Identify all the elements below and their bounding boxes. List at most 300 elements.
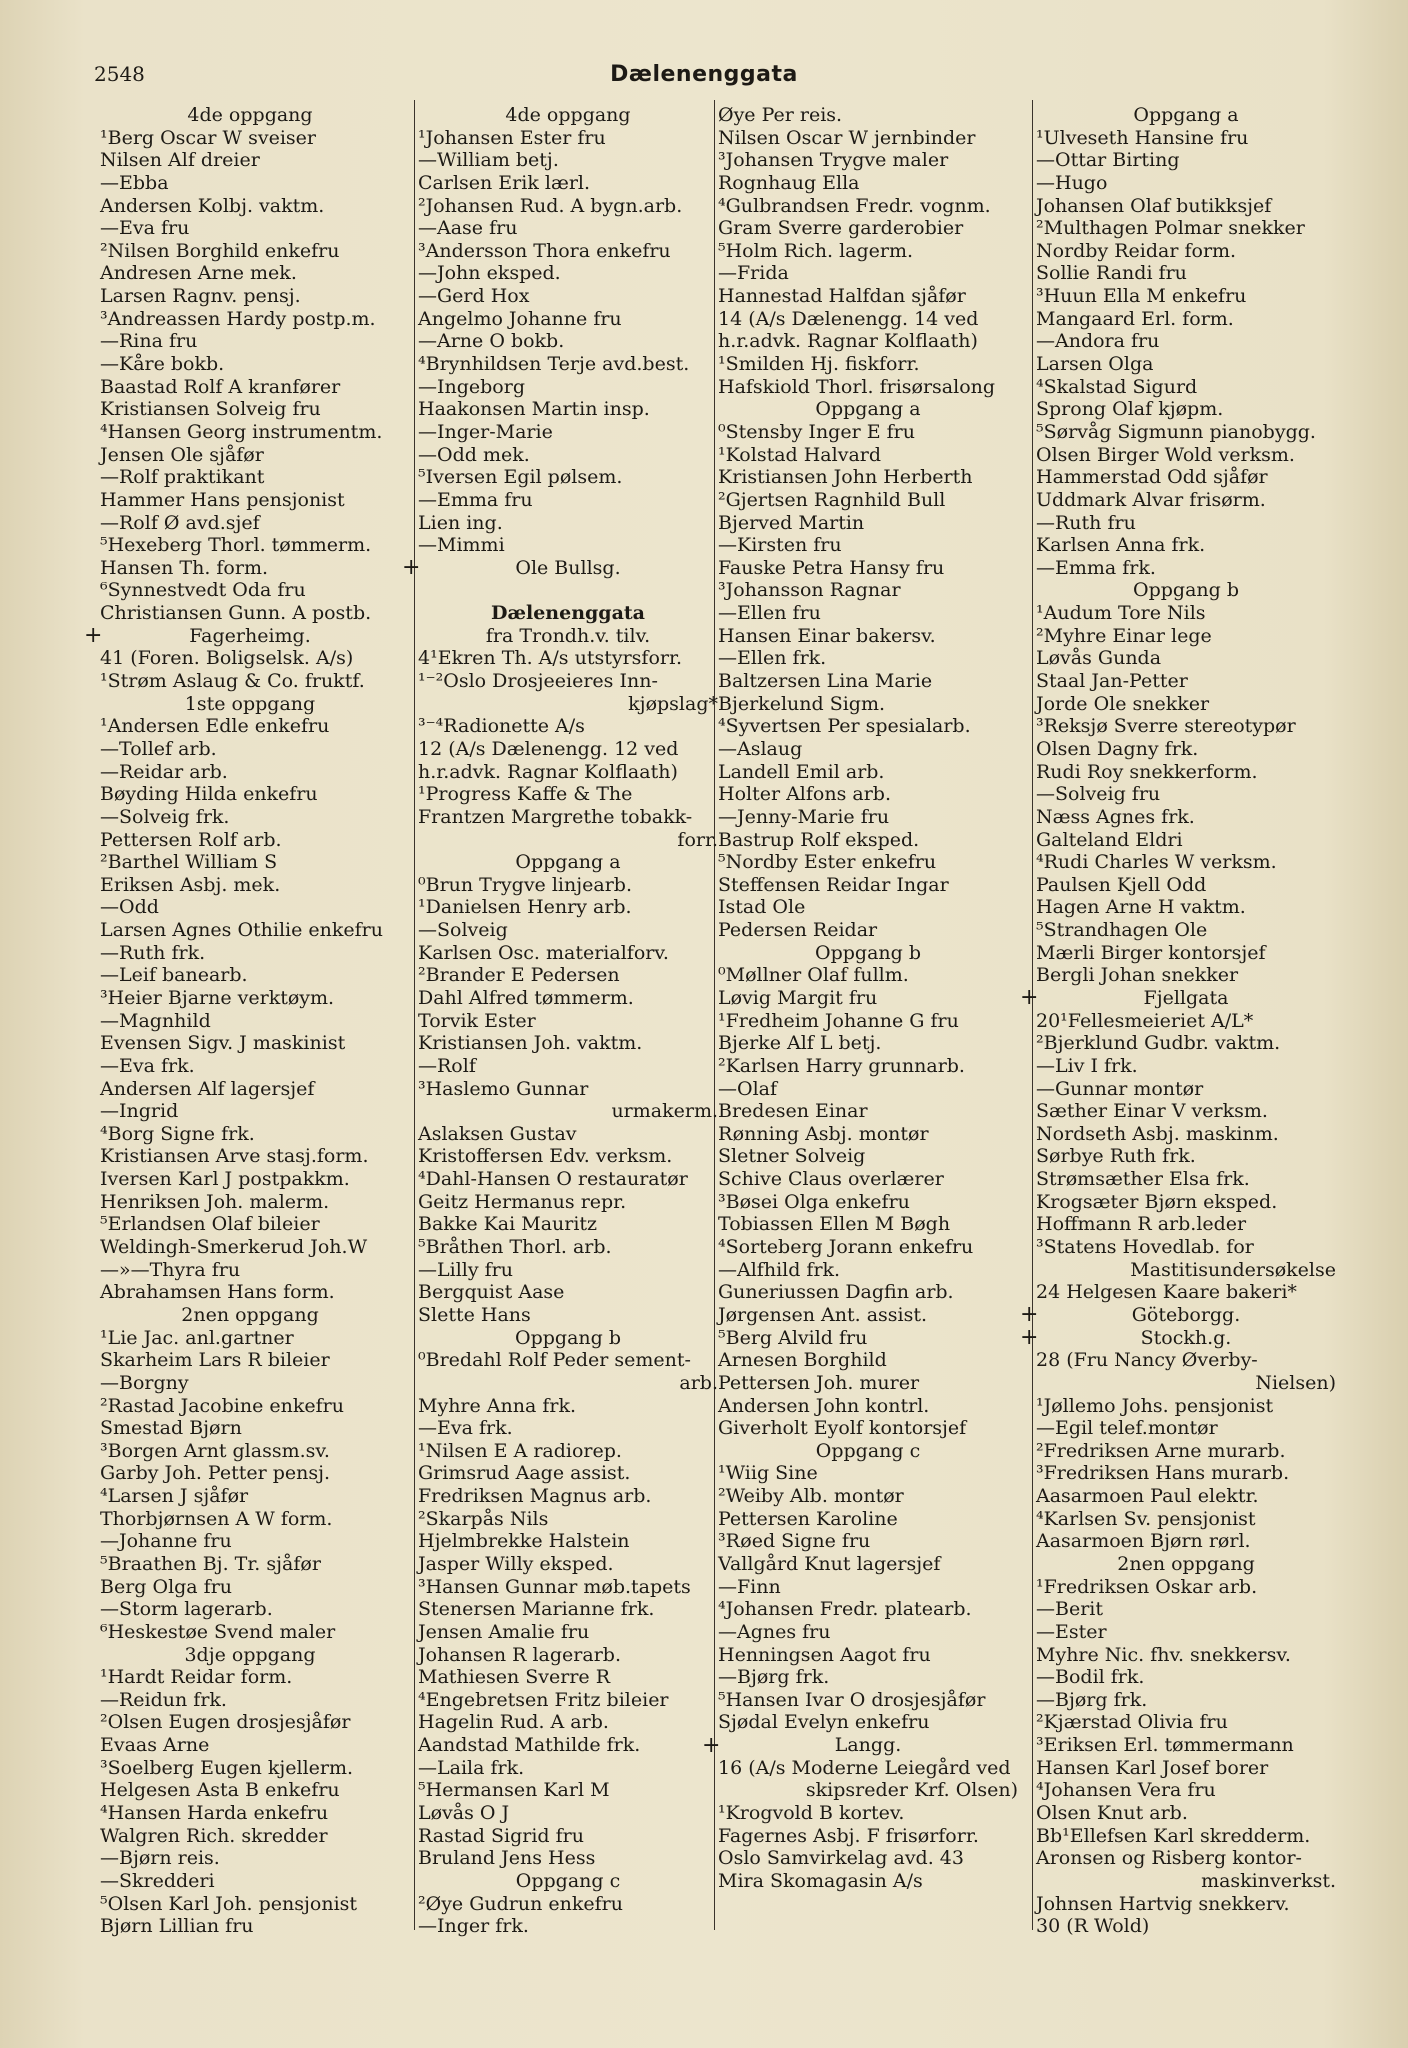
cross-street-marker-icon: +	[84, 622, 103, 648]
directory-entry: Bjerke Alf L betj.	[718, 1032, 882, 1055]
directory-entry: —Gerd Hox	[418, 285, 530, 308]
directory-entry: —Aase fru	[418, 217, 518, 240]
directory-entry: Geitz Hermanus repr.	[418, 1190, 627, 1213]
page-number: 2548	[94, 62, 145, 86]
directory-entry: ³Andersson Thora enkefru	[418, 239, 671, 262]
directory-entry: ²Nilsen Borghild enkefru	[100, 239, 340, 262]
directory-entry: urmakerm.	[611, 1100, 718, 1123]
directory-entry: Bruland Jens Hess	[418, 1847, 596, 1870]
directory-entry: Slette Hans	[418, 1303, 531, 1326]
directory-entry: ¹Kolstad Halvard	[718, 443, 882, 466]
directory-entry: —Eva frk.	[418, 1417, 513, 1440]
directory-entry: —Ruth fru	[1036, 511, 1136, 534]
directory-entry: Larsen Agnes Othilie enkefru	[100, 919, 384, 942]
directory-entry: ⁴Borg Signe frk.	[100, 1122, 255, 1145]
directory-entry: —Bjørg frk.	[718, 1666, 830, 1689]
directory-entry: Hoffmann R arb.leder	[1036, 1213, 1247, 1236]
directory-entry: Sæther Einar V verksm.	[1036, 1100, 1268, 1123]
directory-entry: fra Trondh.v. tilv.	[485, 624, 651, 647]
directory-entry: ³Fredriksen Hans murarb.	[1036, 1462, 1290, 1485]
directory-entry: ⁴Hansen Georg instrumentm.	[100, 420, 383, 443]
directory-entry: Hansen Karl Josef borer	[1036, 1756, 1269, 1779]
directory-entry: Evaas Arne	[100, 1734, 210, 1757]
directory-entry: maskinverkst.	[1201, 1869, 1336, 1892]
directory-entry: ³Eriksen Erl. tømmermann	[1036, 1734, 1294, 1757]
directory-entry: Jørgensen Ant. assist.	[718, 1303, 928, 1326]
directory-entry: Fjellgata	[1143, 986, 1229, 1009]
directory-entry: —Emma fru	[418, 488, 533, 511]
page-header-street: Dælenenggata	[610, 62, 798, 87]
directory-entry: Nielsen)	[1255, 1371, 1336, 1394]
directory-entry: ⁴Brynhildsen Terje avd.best.	[418, 353, 690, 376]
directory-entry: ³Borgen Arnt glassm.sv.	[100, 1439, 330, 1462]
directory-entry: Oppgang c	[815, 1439, 921, 1462]
directory-entry: Uddmark Alvar frisørm.	[1036, 488, 1266, 511]
directory-entry: ³Hansen Gunnar møb.tapets	[418, 1575, 691, 1598]
directory-entry: Mangaard Erl. form.	[1036, 307, 1234, 330]
directory-entry: Andresen Arne mek.	[100, 262, 297, 285]
directory-entry: Aandstad Mathilde frk.	[418, 1734, 641, 1757]
directory-entry: Strømsæther Elsa frk.	[1036, 1168, 1250, 1191]
directory-entry: —Frida	[718, 262, 789, 285]
directory-entry: Galteland Eldri	[1036, 828, 1183, 851]
directory-entry: Holter Alfons arb.	[718, 783, 891, 806]
directory-entry: 4de oppgang	[505, 104, 631, 126]
directory-entry: —Arne O bokb.	[418, 330, 565, 353]
directory-entry: Aronsen og Risberg kontor-	[1036, 1847, 1302, 1870]
directory-entry: —Ebba	[100, 171, 169, 194]
directory-entry: Oppgang a	[815, 398, 921, 421]
directory-entry: Vallgård Knut lagersjef	[718, 1553, 941, 1575]
directory-entry: Kristoffersen Edv. verksm.	[418, 1145, 673, 1168]
directory-entry: Andersen John kontrl.	[718, 1394, 930, 1417]
directory-entry: Larsen Olga	[1036, 353, 1154, 376]
directory-entry: ²Multhagen Polmar snekker	[1036, 217, 1305, 240]
directory-entry: ²Myhre Einar lege	[1036, 624, 1212, 647]
directory-entry: Berg Olga fru	[100, 1575, 233, 1598]
directory-entry: ⁴Karlsen Sv. pensjonist	[1036, 1507, 1256, 1530]
directory-entry: ³Reksjø Sverre stereotypør	[1036, 715, 1296, 738]
directory-entry: ³Heier Bjarne verktøym.	[100, 986, 335, 1009]
directory-entry: —Bodil frk.	[1036, 1666, 1145, 1689]
directory-entry: 30 (R Wold)	[1036, 1915, 1150, 1938]
directory-entry: Carlsen Erik lærl.	[418, 171, 591, 194]
directory-entry: —Hugo	[1036, 171, 1108, 194]
directory-entry: 41 (Foren. Boligselsk. A/s)	[100, 647, 354, 670]
directory-entry: Johansen Olaf butikksjef	[1036, 194, 1272, 217]
directory-entry: Mathiesen Sverre R	[418, 1666, 610, 1689]
directory-entry: Hansen Th. form.	[100, 556, 269, 579]
directory-entry: Garby Joh. Petter pensj.	[100, 1462, 331, 1485]
directory-entry: —Rolf	[418, 1054, 476, 1077]
directory-entry: 12 (A/s Dælenengg. 12 ved	[418, 737, 679, 760]
directory-entry: 4de oppgang	[187, 104, 313, 126]
directory-entry: Oppgang c	[515, 1869, 621, 1892]
directory-entry: Næss Agnes frk.	[1036, 805, 1195, 828]
directory-entry: —Bjørn reis.	[100, 1847, 220, 1870]
directory-entry: Mira Skomagasin A/s	[718, 1869, 923, 1892]
directory-entry: Rastad Sigrid fru	[418, 1824, 584, 1847]
directory-entry: Stockh.g.	[1140, 1326, 1232, 1349]
directory-entry: Paulsen Kjell Odd	[1036, 873, 1207, 896]
directory-entry: —Mimmi	[418, 534, 505, 557]
directory-entry: Frantzen Margrethe tobakk-	[418, 805, 693, 828]
directory-entry: ⁵Braathen Bj. Tr. sjåfør	[100, 1553, 321, 1575]
directory-entry: Aasarmoen Bjørn rørl.	[1036, 1530, 1251, 1553]
directory-entry: Arnesen Borghild	[718, 1349, 887, 1372]
directory-entry: ¹⁻²Oslo Drosjeeieres Inn-	[418, 670, 658, 693]
directory-entry: —Berit	[1036, 1598, 1104, 1621]
directory-entry: ¹Smilden Hj. fiskforr.	[718, 353, 920, 376]
directory-entry: Sprong Olaf kjøpm.	[1036, 398, 1224, 421]
cross-street-marker-icon: +	[1020, 985, 1039, 1011]
directory-entry: ⁴Larsen J sjåfør	[100, 1485, 249, 1508]
directory-entry: —Lilly fru	[418, 1258, 513, 1281]
directory-entry: ³Johansson Ragnar	[718, 579, 901, 602]
directory-entry: Oppgang b	[815, 941, 921, 964]
directory-entry: ²Øye Gudrun enkefru	[418, 1892, 623, 1915]
directory-entry: Rognhaug Ella	[718, 171, 860, 194]
directory-entry: Andersen Kolbj. vaktm.	[100, 194, 325, 217]
directory-entry: 2nen oppgang	[181, 1303, 319, 1326]
directory-entry: Sollie Randi fru	[1036, 262, 1187, 285]
directory-entry: 2nen oppgang	[1117, 1553, 1255, 1575]
directory-entry: —Ellen fru	[718, 602, 821, 625]
directory-entry: 4¹Ekren Th. A/s utstyrsforr.	[418, 647, 683, 670]
directory-entry: ¹Audum Tore Nils	[1036, 602, 1206, 625]
directory-entry: ²Brander E Pedersen	[418, 964, 620, 987]
directory-entry: Hagelin Rud. A arb.	[418, 1711, 609, 1734]
directory-entry: Eriksen Asbj. mek.	[100, 873, 281, 896]
cross-street-marker-icon: +	[1020, 1302, 1039, 1328]
directory-entry: —Kirsten fru	[718, 534, 842, 557]
directory-entry: Oppgang b	[1133, 579, 1239, 602]
directory-entry: ⁵Holm Rich. lagerm.	[718, 239, 914, 262]
column-divider	[414, 100, 415, 1930]
directory-column-1	[84, 104, 400, 1944]
directory-entry: —Rolf praktikant	[100, 466, 265, 489]
directory-entry: ³Haslemo Gunnar	[418, 1077, 589, 1100]
directory-entry: ⁵Hansen Ivar O drosjesjåfør	[718, 1688, 986, 1711]
directory-entry: Krogsæter Bjørn eksped.	[1036, 1190, 1278, 1213]
directory-entry: —Bjørg frk.	[1036, 1688, 1148, 1711]
directory-entry: Fredriksen Magnus arb.	[418, 1485, 652, 1508]
directory-entry: —John eksped.	[418, 262, 561, 285]
directory-entry: —Kåre bokb.	[100, 353, 225, 376]
directory-entry: —Jenny-Marie fru	[718, 805, 890, 828]
directory-entry: Skarheim Lars R bileier	[100, 1349, 330, 1372]
directory-entry: Smestad Bjørn	[100, 1417, 242, 1440]
directory-entry: ⁵Hexeberg Thorl. tømmerm.	[100, 534, 372, 557]
directory-entry: —William betj.	[418, 149, 559, 172]
directory-entry: —Agnes fru	[718, 1620, 831, 1643]
directory-entry: —Ester	[1036, 1620, 1107, 1643]
directory-entry: ⁰Brun Trygve linjearb.	[418, 873, 632, 896]
directory-entry: ⁰Stensby Inger E fru	[718, 420, 915, 443]
directory-entry: kjøpslag*	[628, 692, 718, 715]
directory-entry: Løvås O J	[418, 1802, 510, 1825]
directory-entry: 14 (A/s Dælenengg. 14 ved	[718, 307, 979, 330]
directory-entry: ³Bøsei Olga enkefru	[718, 1190, 910, 1213]
directory-entry: Langg.	[834, 1734, 902, 1757]
directory-entry: ⁰Bredahl Rolf Peder sement-	[418, 1349, 691, 1372]
directory-entry: Baastad Rolf A kranfører	[100, 375, 341, 398]
directory-entry: —Laila frk.	[418, 1756, 525, 1779]
directory-entry: —Skredderi	[100, 1869, 215, 1892]
directory-entry: —Storm lagerarb.	[100, 1598, 273, 1621]
directory-entry: Stenersen Marianne frk.	[418, 1598, 655, 1621]
directory-entry: Dahl Alfred tømmerm.	[418, 986, 634, 1009]
directory-entry: Christiansen Gunn. A postb.	[100, 602, 372, 625]
directory-entry: Kristiansen Solveig fru	[100, 398, 321, 421]
directory-entry: Angelmo Johanne fru	[418, 307, 622, 330]
directory-entry: —Inger-Marie	[418, 420, 553, 443]
directory-entry: ¹Wiig Sine	[718, 1462, 818, 1485]
directory-entry: Rønning Asbj. montør	[718, 1122, 929, 1145]
directory-entry: Pettersen Joh. murer	[718, 1371, 920, 1394]
directory-entry: Olsen Dagny frk.	[1036, 737, 1199, 760]
directory-entry: Nordby Reidar form.	[1036, 239, 1237, 262]
directory-entry: Hjelmbrekke Halstein	[418, 1530, 630, 1553]
directory-entry: Steffensen Reidar Ingar	[718, 873, 949, 896]
directory-entry: Istad Ole	[718, 896, 806, 919]
directory-entry: ³Soelberg Eugen kjellerm.	[100, 1756, 354, 1779]
directory-entry: Fauske Petra Hansy fru	[718, 556, 945, 579]
directory-entry: Ole Bullsg.	[515, 556, 621, 579]
directory-entry: Bredesen Einar	[718, 1100, 868, 1123]
directory-entry: ²Kjærstad Olivia fru	[1036, 1711, 1228, 1734]
directory-entry: Løvig Margit fru	[718, 986, 878, 1009]
directory-entry: —Inger frk.	[418, 1915, 529, 1938]
directory-entry: ¹Berg Oscar W sveiser	[100, 126, 316, 149]
directory-entry: Henriksen Joh. malerm.	[100, 1190, 330, 1213]
directory-entry: ²Gjertsen Ragnhild Bull	[718, 488, 946, 511]
directory-entry: ³Johansen Trygve maler	[718, 149, 949, 172]
directory-entry: Walgren Rich. skredder	[100, 1824, 328, 1847]
directory-entry: ⁴Syvertsen Per spesialarb.	[718, 715, 971, 738]
directory-entry: Olsen Birger Wold verksm.	[1036, 443, 1295, 466]
cross-street-marker-icon: +	[1020, 1325, 1039, 1351]
directory-entry: Weldingh-Smerkerud Joh.W	[100, 1236, 368, 1259]
directory-entry: ¹Fredheim Johanne G fru	[718, 1009, 959, 1032]
directory-entry: Hannestad Halfdan sjåfør	[718, 285, 966, 308]
directory-entry: —Ottar Birting	[1036, 149, 1180, 172]
directory-entry: Aasarmoen Paul elektr.	[1036, 1485, 1259, 1508]
directory-entry: ⁴Rudi Charles W verksm.	[1036, 851, 1277, 874]
directory-column-3	[702, 104, 1018, 1944]
cross-street-marker-icon: +	[702, 1732, 721, 1758]
directory-entry: ¹Krogvold B kortev.	[718, 1802, 905, 1825]
directory-entry: Oppgang a	[1133, 104, 1239, 126]
directory-entry: ⁴Gulbrandsen Fredr. vognm.	[718, 194, 991, 217]
directory-entry: Nilsen Oscar W jernbinder	[718, 126, 976, 149]
directory-entry: —Rina fru	[100, 330, 198, 353]
directory-entry: Staal Jan-Petter	[1036, 670, 1188, 693]
directory-entry: Hagen Arne H vaktm.	[1036, 896, 1246, 919]
directory-entry: —Ellen frk.	[718, 647, 827, 670]
directory-entry: Øye Per reis.	[718, 104, 843, 126]
directory-entry: ¹Andersen Edle enkefru	[100, 715, 330, 738]
directory-entry: Mastitisundersøkelse	[1130, 1258, 1336, 1281]
directory-entry: h.r.advk. Ragnar Kolflaath)	[718, 330, 978, 353]
directory-entry: ⁵Berg Alvild fru	[718, 1326, 868, 1349]
directory-entry: —Reidun frk.	[100, 1688, 227, 1711]
directory-entry: Oppgang b	[515, 1326, 621, 1349]
directory-entry: —Reidar arb.	[100, 760, 228, 783]
directory-entry: —Alfhild frk.	[718, 1258, 841, 1281]
directory-entry: ⁰Møllner Olaf fullm.	[718, 964, 909, 987]
directory-entry: ²Barthel William S	[100, 851, 278, 874]
directory-entry: ⁵Olsen Karl Joh. pensjonist	[100, 1892, 358, 1915]
directory-entry: Myhre Anna frk.	[418, 1394, 577, 1417]
directory-entry: ⁵Sørvåg Sigmunn pianobygg.	[1036, 420, 1316, 443]
directory-entry: Kristiansen Joh. vaktm.	[418, 1032, 643, 1055]
directory-entry: ⁴Hansen Harda enkefru	[100, 1802, 329, 1825]
directory-entry: ³Statens Hovedlab. for	[1036, 1236, 1254, 1259]
directory-entry: Helgesen Asta B enkefru	[100, 1779, 340, 1802]
directory-entry: Johnsen Hartvig snekkerv.	[1036, 1892, 1290, 1915]
directory-entry: arb.	[679, 1371, 718, 1394]
directory-entry: ⁵Bråthen Thorl. arb.	[418, 1236, 612, 1259]
directory-entry: Pedersen Reidar	[718, 919, 878, 942]
directory-entry: 1ste oppgang	[184, 692, 316, 715]
directory-entry: Olsen Knut arb.	[1036, 1802, 1188, 1825]
directory-entry: Sjødal Evelyn enkefru	[718, 1711, 930, 1734]
directory-entry: —Eva frk.	[100, 1054, 195, 1077]
directory-entry: —Johanne fru	[100, 1530, 232, 1553]
directory-entry: 24 Helgesen Kaare bakeri*	[1036, 1281, 1297, 1304]
directory-entry: Bjerved Martin	[718, 511, 865, 534]
directory-entry: Bergli Johan snekker	[1036, 964, 1239, 987]
directory-entry: Oslo Samvirkelag avd. 43	[718, 1847, 964, 1870]
directory-entry: Aslaksen Gustav	[418, 1122, 577, 1145]
directory-entry: skipsreder Krf. Olsen)	[805, 1779, 1018, 1802]
directory-entry: ²Olsen Eugen drosjesjåfør	[100, 1711, 351, 1734]
directory-entry: Jensen Ole sjåfør	[100, 443, 264, 466]
directory-entry: —Rolf Ø avd.sjef	[100, 511, 260, 534]
directory-entry: Iversen Karl J postpakkm.	[100, 1168, 350, 1191]
directory-entry: —Emma frk.	[1036, 556, 1156, 579]
directory-entry: Hammer Hans pensjonist	[100, 488, 345, 511]
directory-entry: Fagernes Asbj. F frisørforr.	[718, 1824, 979, 1847]
directory-entry: Abrahamsen Hans form.	[100, 1281, 335, 1304]
directory-entry: Hansen Einar bakersv.	[718, 624, 936, 647]
directory-entry: ⁵Erlandsen Olaf bileier	[100, 1213, 320, 1236]
directory-entry: Giverholt Eyolf kontorsjef	[718, 1417, 967, 1440]
directory-entry: —Finn	[718, 1575, 781, 1598]
directory-entry: —Solveig frk.	[100, 805, 230, 828]
directory-entry: 3dje oppgang	[184, 1643, 316, 1666]
directory-entry: forr.	[677, 828, 718, 851]
directory-entry: ²Johansen Rud. A bygn.arb.	[418, 194, 683, 217]
directory-entry: Guneriussen Dagfin arb.	[718, 1281, 954, 1304]
directory-entry: Gram Sverre garderobier	[718, 217, 964, 240]
directory-entry: Rudi Roy snekkerform.	[1036, 760, 1258, 783]
directory-entry: ⁴Skalstad Sigurd	[1036, 375, 1198, 398]
directory-entry: —Aslaug	[718, 737, 803, 760]
directory-entry: Torvik Ester	[418, 1009, 536, 1032]
directory-entry: Hafskiold Thorl. frisørsalong	[718, 375, 996, 398]
directory-entry: ¹Strøm Aslaug & Co. fruktf.	[100, 670, 365, 693]
directory-entry: ²Bjerklund Gudbr. vaktm.	[1036, 1032, 1281, 1055]
directory-entry: Bjerkelund Sigm.	[718, 692, 886, 715]
directory-entry: ¹Jøllemo Johs. pensjonist	[1036, 1394, 1274, 1417]
directory-entry: ¹Lie Jac. anl.gartner	[100, 1326, 294, 1349]
directory-entry: ⁵Strandhagen Ole	[1036, 919, 1208, 942]
directory-entry: Andersen Alf lagersjef	[100, 1077, 315, 1100]
directory-entry: Haakonsen Martin insp.	[418, 398, 650, 421]
directory-entry: Landell Emil arb.	[718, 760, 885, 783]
directory-entry: Baltzersen Lina Marie	[718, 670, 933, 693]
directory-entry: ³Huun Ella M enkefru	[1036, 285, 1247, 308]
directory-entry: —Borgny	[100, 1371, 189, 1394]
directory-entry: —Magnhild	[100, 1009, 211, 1032]
directory-entry: ¹Johansen Ester fru	[418, 126, 606, 149]
directory-entry: h.r.advk. Ragnar Kolflaath)	[418, 760, 678, 783]
directory-entry: Bøyding Hilda enkefru	[100, 783, 318, 806]
directory-entry: —Ingeborg	[418, 375, 525, 398]
directory-entry: ³⁻⁴Radionette A/s	[418, 715, 585, 738]
directory-entry: Løvås Gunda	[1036, 647, 1162, 670]
directory-entry: Schive Claus overlærer	[718, 1168, 944, 1191]
directory-entry: ²Weiby Alb. montør	[718, 1485, 904, 1508]
directory-entry: Evensen Sigv. J maskinist	[100, 1032, 346, 1055]
directory-entry: —Solveig	[418, 919, 508, 942]
directory-entry: Sørbye Ruth frk.	[1036, 1145, 1196, 1168]
directory-entry: Hammerstad Odd sjåfør	[1036, 466, 1268, 489]
directory-entry: ⁶Synnestvedt Oda fru	[100, 579, 306, 602]
cross-street-marker-icon: +	[402, 555, 421, 580]
directory-entry: ¹Danielsen Henry arb.	[418, 896, 632, 919]
directory-entry: ¹Fredriksen Oskar arb.	[1036, 1575, 1258, 1598]
directory-entry: Jensen Amalie fru	[418, 1620, 590, 1643]
directory-entry: —Odd	[100, 896, 159, 919]
directory-entry: Sletner Solveig	[718, 1145, 866, 1168]
directory-entry: Johansen R lagerarb.	[418, 1643, 621, 1666]
directory-entry: ⁵Iversen Egil pølsem.	[418, 466, 623, 489]
directory-entry: ²Skarpås Nils	[418, 1507, 549, 1530]
directory-entry: 16 (A/s Moderne Leiegård ved	[718, 1756, 1011, 1779]
directory-entry: —Tollef arb.	[100, 737, 217, 760]
directory-entry: Dælenenggata	[491, 602, 645, 625]
directory-entry: —»—Thyra fru	[100, 1258, 241, 1281]
directory-entry: Nilsen Alf dreier	[100, 149, 260, 172]
directory-entry: ¹Progress Kaffe & The	[418, 783, 633, 806]
directory-entry: ⁴Johansen Vera fru	[1036, 1779, 1216, 1802]
directory-entry: ⁴Engebretsen Fritz bileier	[418, 1688, 669, 1711]
directory-entry: —Eva fru	[100, 217, 190, 240]
directory-entry: —Gunnar montør	[1036, 1077, 1204, 1100]
directory-entry: Pettersen Karoline	[718, 1507, 898, 1530]
directory-entry: Grimsrud Aage assist.	[418, 1462, 631, 1485]
directory-entry: Oppgang a	[515, 851, 621, 874]
directory-entry: Nordseth Asbj. maskinm.	[1036, 1122, 1279, 1145]
directory-entry	[418, 579, 718, 602]
directory-entry: Tobiassen Ellen M Bøgh	[718, 1213, 951, 1236]
directory-entry: ³Andreassen Hardy postp.m.	[100, 307, 376, 330]
directory-entry: ⁵Hermansen Karl M	[418, 1779, 610, 1802]
directory-entry: 20¹Fellesmeieriet A/L*	[1036, 1009, 1254, 1032]
directory-entry: ⁴Dahl-Hansen O restauratør	[418, 1168, 688, 1191]
directory-entry: ²Karlsen Harry grunnarb.	[718, 1054, 965, 1077]
directory-entry: ⁵Nordby Ester enkefru	[718, 851, 937, 874]
directory-entry: ⁶Heskestøe Svend maler	[100, 1620, 336, 1643]
directory-entry: Bastrup Rolf eksped.	[718, 828, 920, 851]
column-divider	[1032, 100, 1033, 1930]
directory-entry: Larsen Ragnv. pensj.	[100, 285, 301, 308]
directory-entry: Bb¹Ellefsen Karl skredderm.	[1036, 1824, 1311, 1847]
directory-entry: Myhre Nic. fhv. snekkersv.	[1036, 1643, 1291, 1666]
